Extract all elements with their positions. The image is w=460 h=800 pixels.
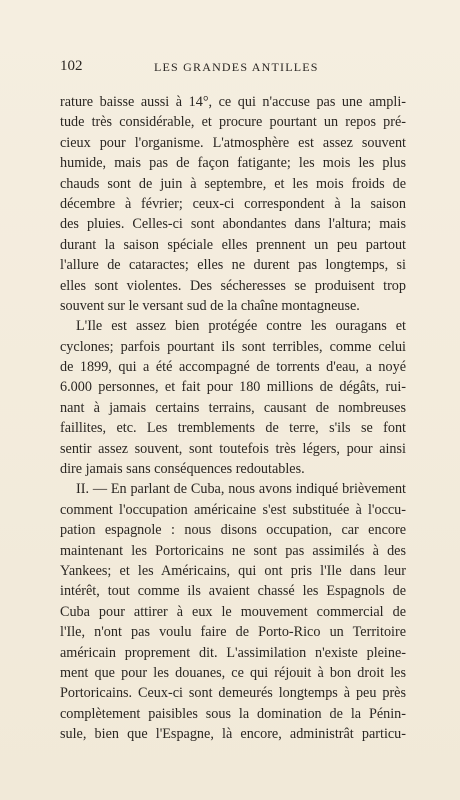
text-line: maintenant les Portoricains ne sont pas assimilés à des — [60, 542, 406, 559]
text-line: Cuba pour attirer à eux le mouvement commercial de — [60, 603, 406, 620]
text-line: Portoricains. Ceux-ci sont demeurés longtemps à peu près — [60, 685, 406, 702]
text-line: chauds sont de juin à septembre, et les mois froids de — [60, 175, 406, 192]
paragraph-end-line: souvent sur le versant sud de la chaîne montagneuse. — [60, 297, 360, 314]
text-line: nant à jamais certains terrains, causant de nombreuses — [60, 399, 406, 416]
section-start-line: II. — En parlant de Cuba, nous avons indiqué brièvement — [76, 481, 406, 498]
page-number: 102 — [60, 58, 83, 74]
text-line: complètement paisibles sous la domination de la Pénin- — [60, 705, 406, 722]
text-line: sentir assez souvent, sont toutefois très légers, pour ainsi — [60, 440, 406, 457]
text-line: elles sont violentes. Des sécheresses se produisent trop — [60, 277, 406, 294]
text-line: ment que pour les douanes, ce qui réjouit à bon droit les — [60, 664, 406, 681]
text-line: 6.000 personnes, et fait pour 180 millions de dégâts, rui- — [60, 379, 406, 396]
text-line: l'Ile, n'ont pas voulu faire de Porto-Rico un Territoire — [60, 624, 406, 641]
body-text — [60, 92, 406, 745]
text-line: cieux pour l'organisme. L'atmosphère est assez souvent — [60, 134, 406, 151]
text-line: cyclones; parfois pourtant ils sont terribles, comme celui — [60, 338, 406, 355]
text-line: comment l'occupation américaine s'est substituée à l'occu- — [60, 501, 406, 518]
text-line: pation espagnole : nous disons occupation, car encore — [60, 522, 406, 539]
text-line: l'allure de cataractes; elles ne durent pas longtemps, si — [60, 257, 406, 274]
text-line: humide, mais pas de façon fatigante; les mois les plus — [60, 155, 406, 172]
text-line: de 1899, qui a été accompagné de torrents d'eau, a noyé — [60, 359, 406, 376]
text-line: intérêt, tout comme ils avaient chassé les Espagnols de — [60, 583, 406, 600]
paragraph-start-line: L'Ile est assez bien protégée contre les ouragans et — [76, 318, 406, 335]
running-title: LES GRANDES ANTILLES — [154, 60, 319, 74]
text-line: décembre à février; ceux-ci correspondent à la saison — [60, 195, 406, 212]
text-line: des pluies. Celles-ci sont abondantes dans l'altura; mais — [60, 216, 406, 233]
text-line: Yankees; et les Américains, qui ont pris l'Ile dans leur — [60, 562, 406, 579]
text-line: sule, bien que l'Espagne, là encore, administrât particu- — [60, 726, 406, 743]
text-line: américain proprement dit. L'assimilation n'existe pleine- — [60, 644, 406, 661]
paragraph-end-line: dire jamais sans conséquences redoutables. — [60, 461, 305, 478]
text-line: faillites, etc. Les tremblements de terre, s'ils se font — [60, 420, 406, 437]
text-line: rature baisse aussi à 14°, ce qui n'accuse pas une ampli- — [60, 94, 406, 110]
text-line: tude très considérable, et procure pourtant un repos pré- — [60, 114, 406, 131]
text-line: durant la saison spéciale elles prennent un peu partout — [60, 236, 406, 253]
running-head — [60, 58, 406, 78]
